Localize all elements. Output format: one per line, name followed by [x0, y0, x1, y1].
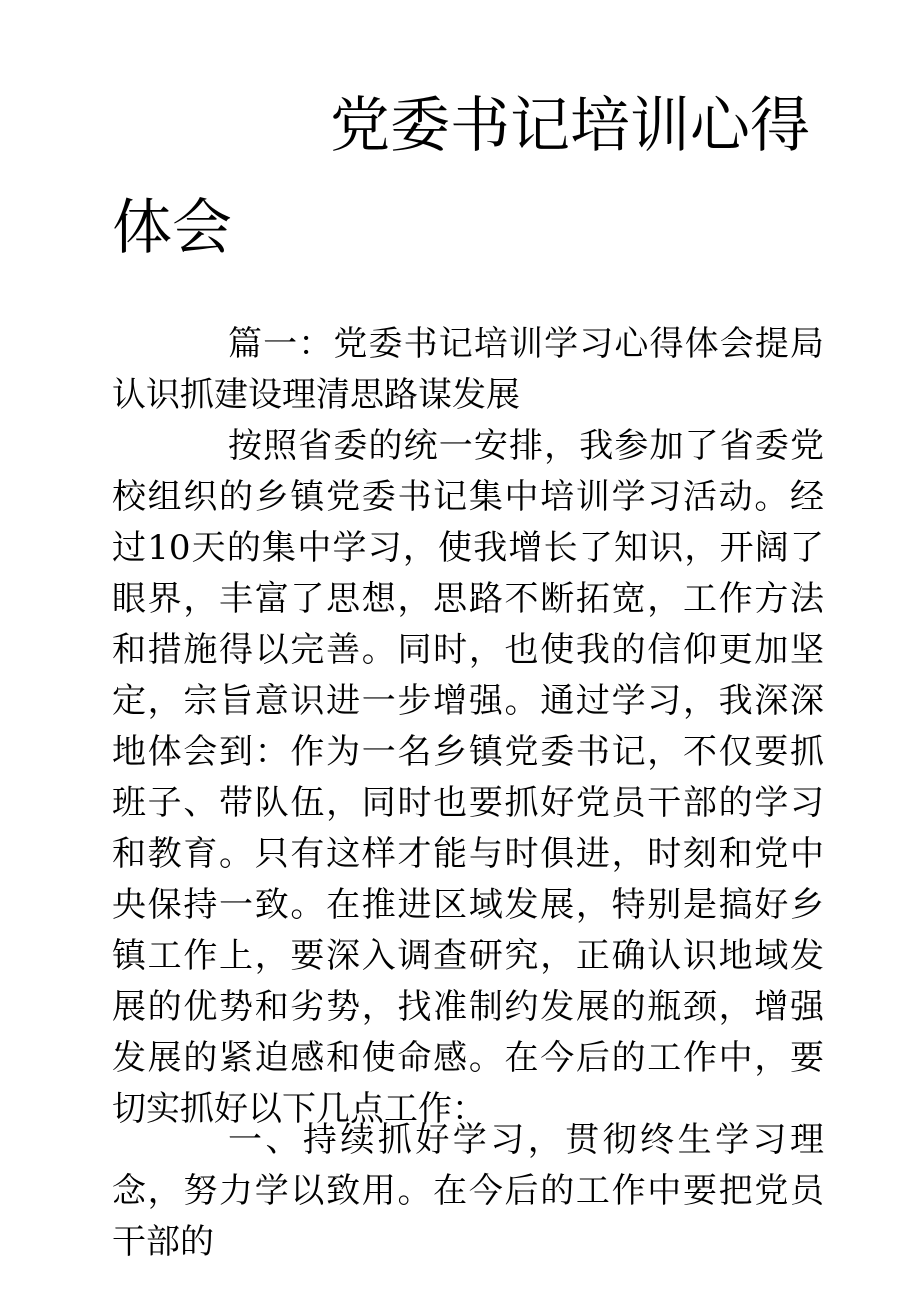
document-title-continuation: 体会 — [112, 193, 232, 263]
body-paragraph: 按照省委的统一安排，我参加了省委党校组织的乡镇党委书记集中培训学习活动。经过10天的集中学习，使我增长了知识，开阔了眼界，丰富了思想，思路不断拓宽，工作方法和措施得以完善。同时，也使我的信仰更加坚定，宗旨意识进一步增强。通过学习，我深深地体会到：作为一名乡镇党委书记，不仅要抓班子、带队伍，同时也要抓好党员干部的学习和教育。只有这样才能与时俱进，时刻和党中央保持一致。在推进区域发展，特别是搞好乡镇工作上，要深入调查研究，正确认识地域发展的优势和劣势，找准制约发展的瓶颈，增强发展的紧迫感和使命感。在今后的工作中，要切实抓好以下几点工作： — [112, 426, 824, 1129]
body-paragraph-point-one: 一、持续抓好学习，贯彻终生学习理念，努力学以致用。在今后的工作中要把党员干部的 — [112, 1120, 824, 1262]
section-heading-paragraph: 篇一：党委书记培训学习心得体会提局认识抓建设理清思路谋发展 — [112, 324, 824, 415]
document-title: 党委书记培训心得 — [330, 91, 810, 161]
